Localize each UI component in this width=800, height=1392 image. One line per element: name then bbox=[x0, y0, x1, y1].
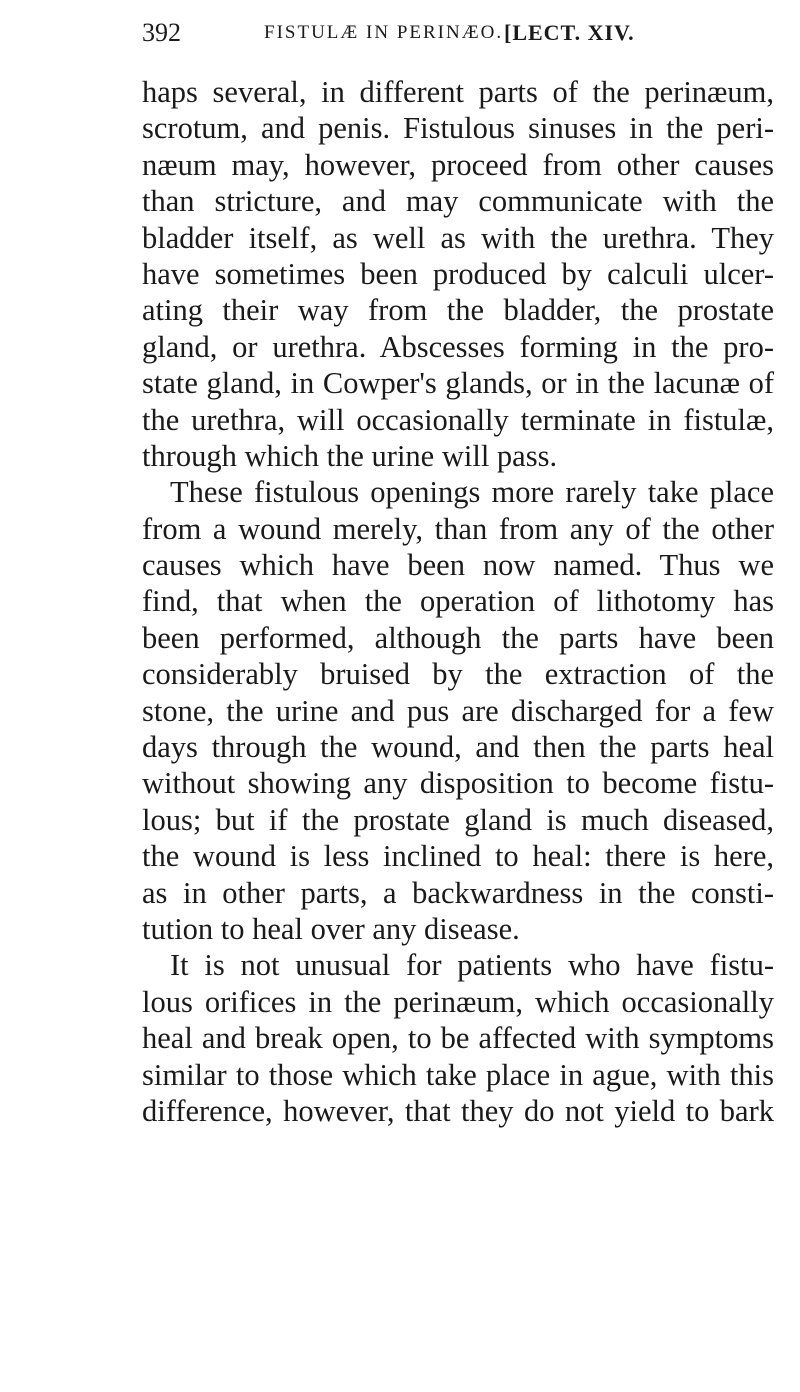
text-line: than stricture, and may communicate with the bbox=[142, 184, 774, 219]
text-line: find, that when the operation of lithotomy has bbox=[142, 584, 774, 619]
text-line: the urethra, will occasionally terminate in fistulæ, bbox=[142, 402, 774, 437]
page-number: 392 bbox=[142, 18, 181, 47]
text-line: lous orifices in the perinæum, which occasionally bbox=[142, 984, 774, 1019]
text-line: haps several, in different parts of the perinæum, bbox=[142, 75, 774, 109]
paragraph-start-line: These fistulous openings more rarely take place bbox=[170, 475, 774, 510]
text-line: been performed, although the parts have been bbox=[142, 620, 774, 655]
text-line: lous; but if the prostate gland is much diseased, bbox=[142, 802, 774, 837]
text-line: ating their way from the bladder, the prostate bbox=[142, 293, 774, 328]
text-line: gland, or urethra. Abscesses forming in the pro- bbox=[142, 329, 774, 364]
text-line: from a wound merely, than from any of the other bbox=[142, 511, 774, 546]
body-text bbox=[142, 74, 774, 1129]
text-line: as in other parts, a backwardness in the consti- bbox=[142, 875, 774, 910]
text-line: considerably bruised by the extraction of the bbox=[142, 657, 774, 692]
text-line: causes which have been now named. Thus we bbox=[142, 548, 774, 583]
text-line: the wound is less inclined to heal: there is here, bbox=[142, 839, 774, 874]
text-line: stone, the urine and pus are discharged for a few bbox=[142, 693, 774, 728]
running-title: FISTULÆ IN PERINÆO. bbox=[264, 22, 504, 43]
paragraph-end-line: tution to heal over any disease. bbox=[142, 911, 520, 946]
running-head bbox=[142, 14, 770, 60]
text-line: similar to those which take place in ague, with this bbox=[142, 1057, 774, 1092]
text-line: days through the wound, and then the parts heal bbox=[142, 730, 774, 765]
text-line: have sometimes been produced by calculi ulcer- bbox=[142, 256, 774, 291]
text-line: difference, however, that they do not yield to bark bbox=[142, 1093, 774, 1128]
text-line: heal and break open, to be affected with symptoms bbox=[142, 1021, 774, 1056]
paragraph-end-line: through which the urine will pass. bbox=[142, 438, 558, 473]
text-line: næum may, however, proceed from other causes bbox=[142, 147, 774, 182]
text-line: without showing any disposition to become fistu- bbox=[142, 766, 774, 801]
text-line: state gland, in Cowper's glands, or in the lacunæ of bbox=[142, 366, 774, 401]
lecture-heading: [LECT. XIV. bbox=[504, 20, 635, 45]
text-line: bladder itself, as well as with the urethra. They bbox=[142, 220, 774, 255]
paragraph-start-line: It is not unusual for patients who have fistu- bbox=[170, 948, 774, 983]
text-line: scrotum, and penis. Fistulous sinuses in the peri- bbox=[142, 111, 774, 146]
